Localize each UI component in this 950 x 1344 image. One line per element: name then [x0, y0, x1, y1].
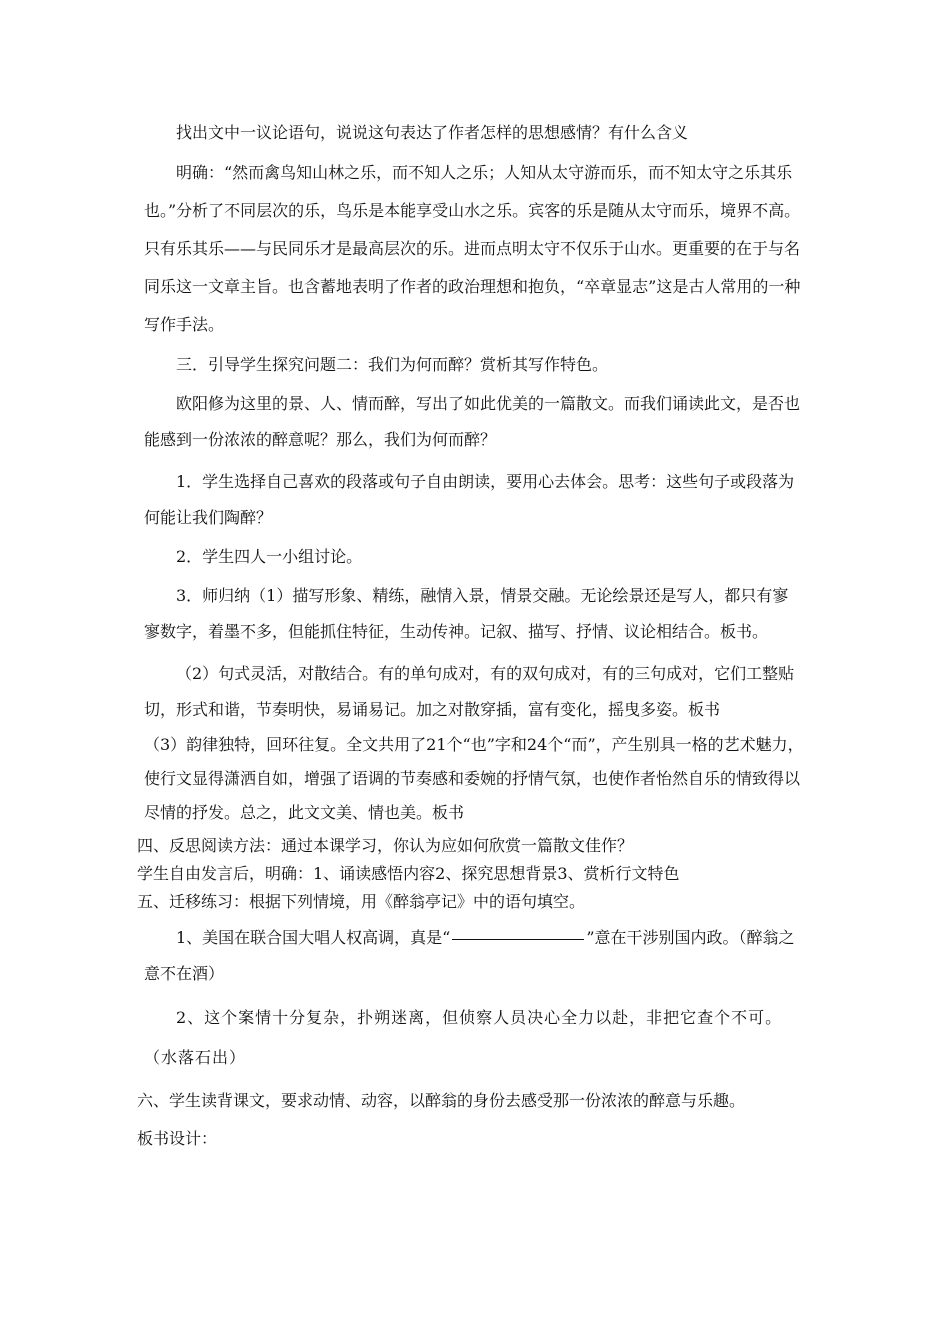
- section-four-heading: 四、反思阅读方法：通过本课学习，你认为应如何欣赏一篇散文佳作？: [137, 836, 634, 855]
- step-one-paragraph: 1．学生选择自己喜欢的段落或句子自由朗读，要用心去体会。思考：这些句子或段落为何能让我们陶醉？: [144, 472, 795, 527]
- board-design-label: 板书设计：: [137, 1129, 218, 1148]
- step-two-paragraph: 2．学生四人一小组讨论。: [176, 547, 363, 566]
- student-answer-paragraph: 学生自由发言后，明确：1、诵读感悟内容2、探究思想背景3、赏析行文特色: [137, 864, 680, 883]
- exercise-one: [144, 920, 804, 992]
- exercise-one-text-a: 1、美国在联合国大唱人权高调，真是“: [176, 928, 451, 947]
- document-body: [137, 118, 804, 1154]
- point-three-paragraph: （3）韵律独特，回环往复。全文共用了21个“也”字和24个“而”，产生别具一格的艺术魅力，使行文显得潇洒自如，增强了语调的节奏感和委婉的抒情气氛，也使作者怡然自乐的情致得以尽情的抒发。总之，此文文美、情也美。板书: [144, 735, 804, 822]
- intro-paragraph: 欧阳修为这里的景、人、情而醉，写出了如此优美的一篇散文。而我们诵读此文，是否也能感到一份浓浓的醉意呢？那么，我们为何而醉？: [144, 394, 801, 449]
- step-three-paragraph: 3．师归纳（1）描写形象、精练，融情入景，情景交融。无论绘景还是写人，都只有寥寥数字，着墨不多，但能抓住特征，生动传神。记叙、描写、抒情、议论相结合。板书。: [144, 586, 789, 641]
- fill-blank[interactable]: [452, 938, 584, 940]
- answer-paragraph: 明确：“然而禽鸟知山林之乐，而不知人之乐；人知从太守游而乐，而不知太守之乐其乐也。”分析了不同层次的乐，鸟乐是本能享受山水之乐。宾客的乐是随从太守而乐，境界不高。只有乐其乐——与民同乐才是最高层次的乐。进而点明太守不仅乐于山水。更重要的在于与名同乐这一文章主旨。也含蓄地表明了作者的政治理想和抱负，“卒章显志”这是古人常用的一种写作手法。: [144, 163, 801, 334]
- exercise-two: 2、这个案情十分复杂，扑朔迷离，但侦察人员决心全力以赴，非把它查个不可。（水落石出）: [144, 1008, 783, 1067]
- point-two-paragraph: （2）句式灵活，对散结合。有的单句成对，有的双句成对，有的三句成对，它们工整贴切，形式和谐，节奏明快，易诵易记。加之对散穿插，富有变化，摇曳多姿。板书: [144, 664, 795, 719]
- exercise-one-text-b: ”意在干涉别国内政。（醉翁之意不在酒）: [144, 928, 795, 983]
- section-five-heading: 五、迁移练习：根据下列情境，用《醉翁亭记》中的语句填空。: [137, 892, 586, 911]
- section-six-heading: 六、学生读背课文，要求动情、动容，以醉翁的身份去感受那一份浓浓的醉意与乐趣。: [137, 1091, 746, 1110]
- section-three-heading: 三．引导学生探究问题二：我们为何而醉？赏析其写作特色。: [176, 355, 609, 374]
- question-paragraph: 找出文中一议论语句，说说这句表达了作者怎样的思想感情？有什么含义: [176, 123, 689, 142]
